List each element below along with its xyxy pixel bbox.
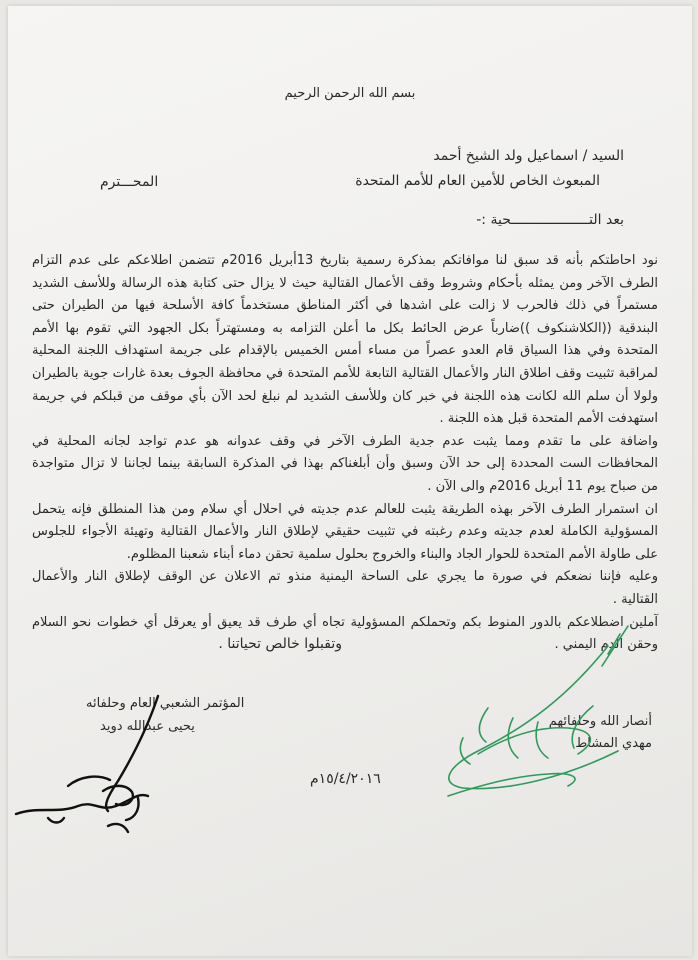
signatory-left-name: يحيى عبدالله دويد <box>100 719 195 734</box>
body-line: ان استمرار الطرف الآخر بهذه الطريقة يثبت للعالم عدم جديته في احلال أي سلام ومن هذا المنطلق فإنه يتحمل <box>32 501 658 517</box>
basmala: بسم الله الرحمن الرحيم <box>284 86 416 101</box>
signatory-right-name: مهدي المشاط <box>575 736 652 751</box>
letter-page <box>8 6 692 956</box>
body-line: استهدفت الأمم المتحدة قبل هذه اللجنة . <box>439 411 658 427</box>
body-line: وحقن الدم اليمني . <box>554 637 658 653</box>
letter-date: ١٥/٤/٢٠١٦م <box>310 771 381 787</box>
honorific: المحـــترم <box>100 174 159 190</box>
black-signature-graphic <box>8 6 692 956</box>
signatory-right-org: أنصار الله وحلفائهم <box>548 714 652 729</box>
recipient-title: المبعوث الخاص للأمين العام للأمم المتحدة <box>355 173 600 189</box>
body-line: وعليه فإننا نضعكم في صورة ما يجري على الساحة اليمنية منذو تم الاعلان عن الوقف لإطلاق النار والأعمال <box>32 569 658 585</box>
body-line: لمراقبة تثبيت وقف اطلاق النار والأعمال القتالية التابعة للأمم المتحدة في محافظة الجوف بعدة غارات جوية بالطيران <box>32 365 658 381</box>
body-line: من صباح يوم 11 أبريل 2016م والى الآن . <box>427 478 658 494</box>
body-line: الطرف الآخر ومن يمثله بأحكام وشروط وقف الأعمال القتالية حيث لا يزال حتى كتابة هذه الرسالة وللأسف الشديد <box>32 275 658 291</box>
body-line: المحافظات الست المحددة إلى حد الآن وسبق وأن أبلغناكم بهذا في المذكرة السابقة بينما لجاننا لا تزال متواجدة <box>32 456 658 472</box>
body-line: واضافة على ما تقدم ومما يثبت عدم جدية الطرف الآخر في وقف عدوانه هو عدم تواجد لجانه المحلية في <box>32 433 658 449</box>
body-line: ولولا أن سلم الله لكانت هذه اللجنة في خبر كان وللأسف الشديد لم نبلغ لحد الآن بأي موقف من قبلكم في جريمة <box>32 388 658 404</box>
body-line: المتحدة وفي هذا السياق قام العدو عصراً من مساء أمس الخميس بالإقدام على جريمة استهداف اللجنة المحلية <box>32 343 658 359</box>
closing-line: وتقبلوا خالص تحياتنا . <box>218 636 342 652</box>
greeting: بعد التـــــــــــــــــــحية :- <box>476 212 624 228</box>
black-signature-strokes <box>16 696 158 832</box>
body-line: القتالية . <box>612 591 658 607</box>
body-line: المسؤولية الكاملة لعدم جديته وعدم رغبته في تثبيت حقيقي لإطلاق النار والأعمال القتالية وتهيئة الأجواء للجلوس <box>32 524 658 540</box>
recipient-name: السيد / اسماعيل ولد الشيخ أحمد <box>433 148 624 164</box>
body-line: نود احاطتكم بأنه قد سبق لنا موافاتكم بمذكرة رسمية بتاريخ 13أبريل 2016م تتضمن اطلاعكم على عدم التزام <box>32 253 658 268</box>
body-line: البندقية ((الكلاشنكوف ))ضارباً عرض الحائط بكل ما أعلن التزامه به ومستهتراً بكل الجهود التي تقوم بها الأمم <box>32 320 658 336</box>
body-line: آملين اضطلاعكم بالدور المنوط بكم وتحملكم المسؤولية تجاه أي طرف قد يعيق أو يعرقل أي خطوات نحو السلام <box>32 614 658 630</box>
body-line: على طاولة الأمم المتحدة للحوار الجاد والبناء والخروج بحلول سلمية تحقن دماء أبناء شعبنا المظلوم. <box>126 546 658 562</box>
signatory-left-org: المؤتمر الشعبي العام وحلفائه <box>86 696 245 711</box>
body-line: مستمراً في ذلك فالحرب لا زالت على اشدها في أكثر المناطق مستخدماً كافة الأسلحة فيها من الطيران حتى <box>32 298 658 314</box>
